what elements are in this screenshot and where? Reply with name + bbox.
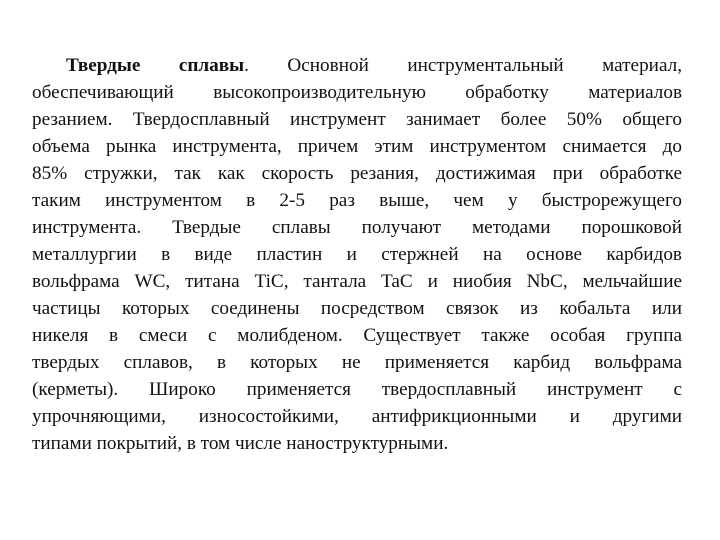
paragraph-heading: Твердые сплавы [66, 55, 245, 76]
paragraph-line-5: 85% стружки, так как скорость резания, достижимая при обработке [32, 163, 682, 184]
body-paragraph [32, 52, 682, 457]
paragraph-line-8: металлургии в виде пластин и стержней на основе карбидов [32, 244, 682, 265]
paragraph-line-3: резанием. Твердосплавный инструмент занимает более 50% общего [32, 109, 682, 130]
paragraph-line-9: вольфрама WC, титана TiC, тантала TaC и ниобия NbC, мельчайшие [32, 271, 682, 292]
paragraph-line-7: инструмента. Твердые сплавы получают методами порошковой [32, 217, 682, 238]
paragraph-line-4: объема рынка инструмента, причем этим инструментом снимается до [32, 136, 682, 157]
paragraph-line-12: твердых сплавов, в которых не применяется карбид вольфрама [32, 352, 682, 373]
paragraph-line-1 [32, 52, 682, 79]
heading-punctuation: . [244, 55, 249, 76]
paragraph-line-2: обеспечивающий высокопроизводительную обработку материалов [32, 82, 682, 103]
paragraph-line-11: никеля в смеси с молибденом. Существует также особая группа [32, 325, 682, 346]
line-text: Основной инструментальный материал, [287, 55, 682, 76]
paragraph-line-14: упрочняющими, износостойкими, антифрикционными и другими [32, 406, 682, 427]
paragraph-line-15: типами покрытий, в том числе наноструктурными. [32, 433, 449, 454]
paragraph-line-10: частицы которых соединены посредством связок из кобальта или [32, 298, 682, 319]
paragraph-line-6: таким инструментом в 2-5 раз выше, чем у быстрорежущего [32, 190, 682, 211]
paragraph-line-13: (керметы). Широко применяется твердосплавный инструмент с [32, 379, 682, 400]
